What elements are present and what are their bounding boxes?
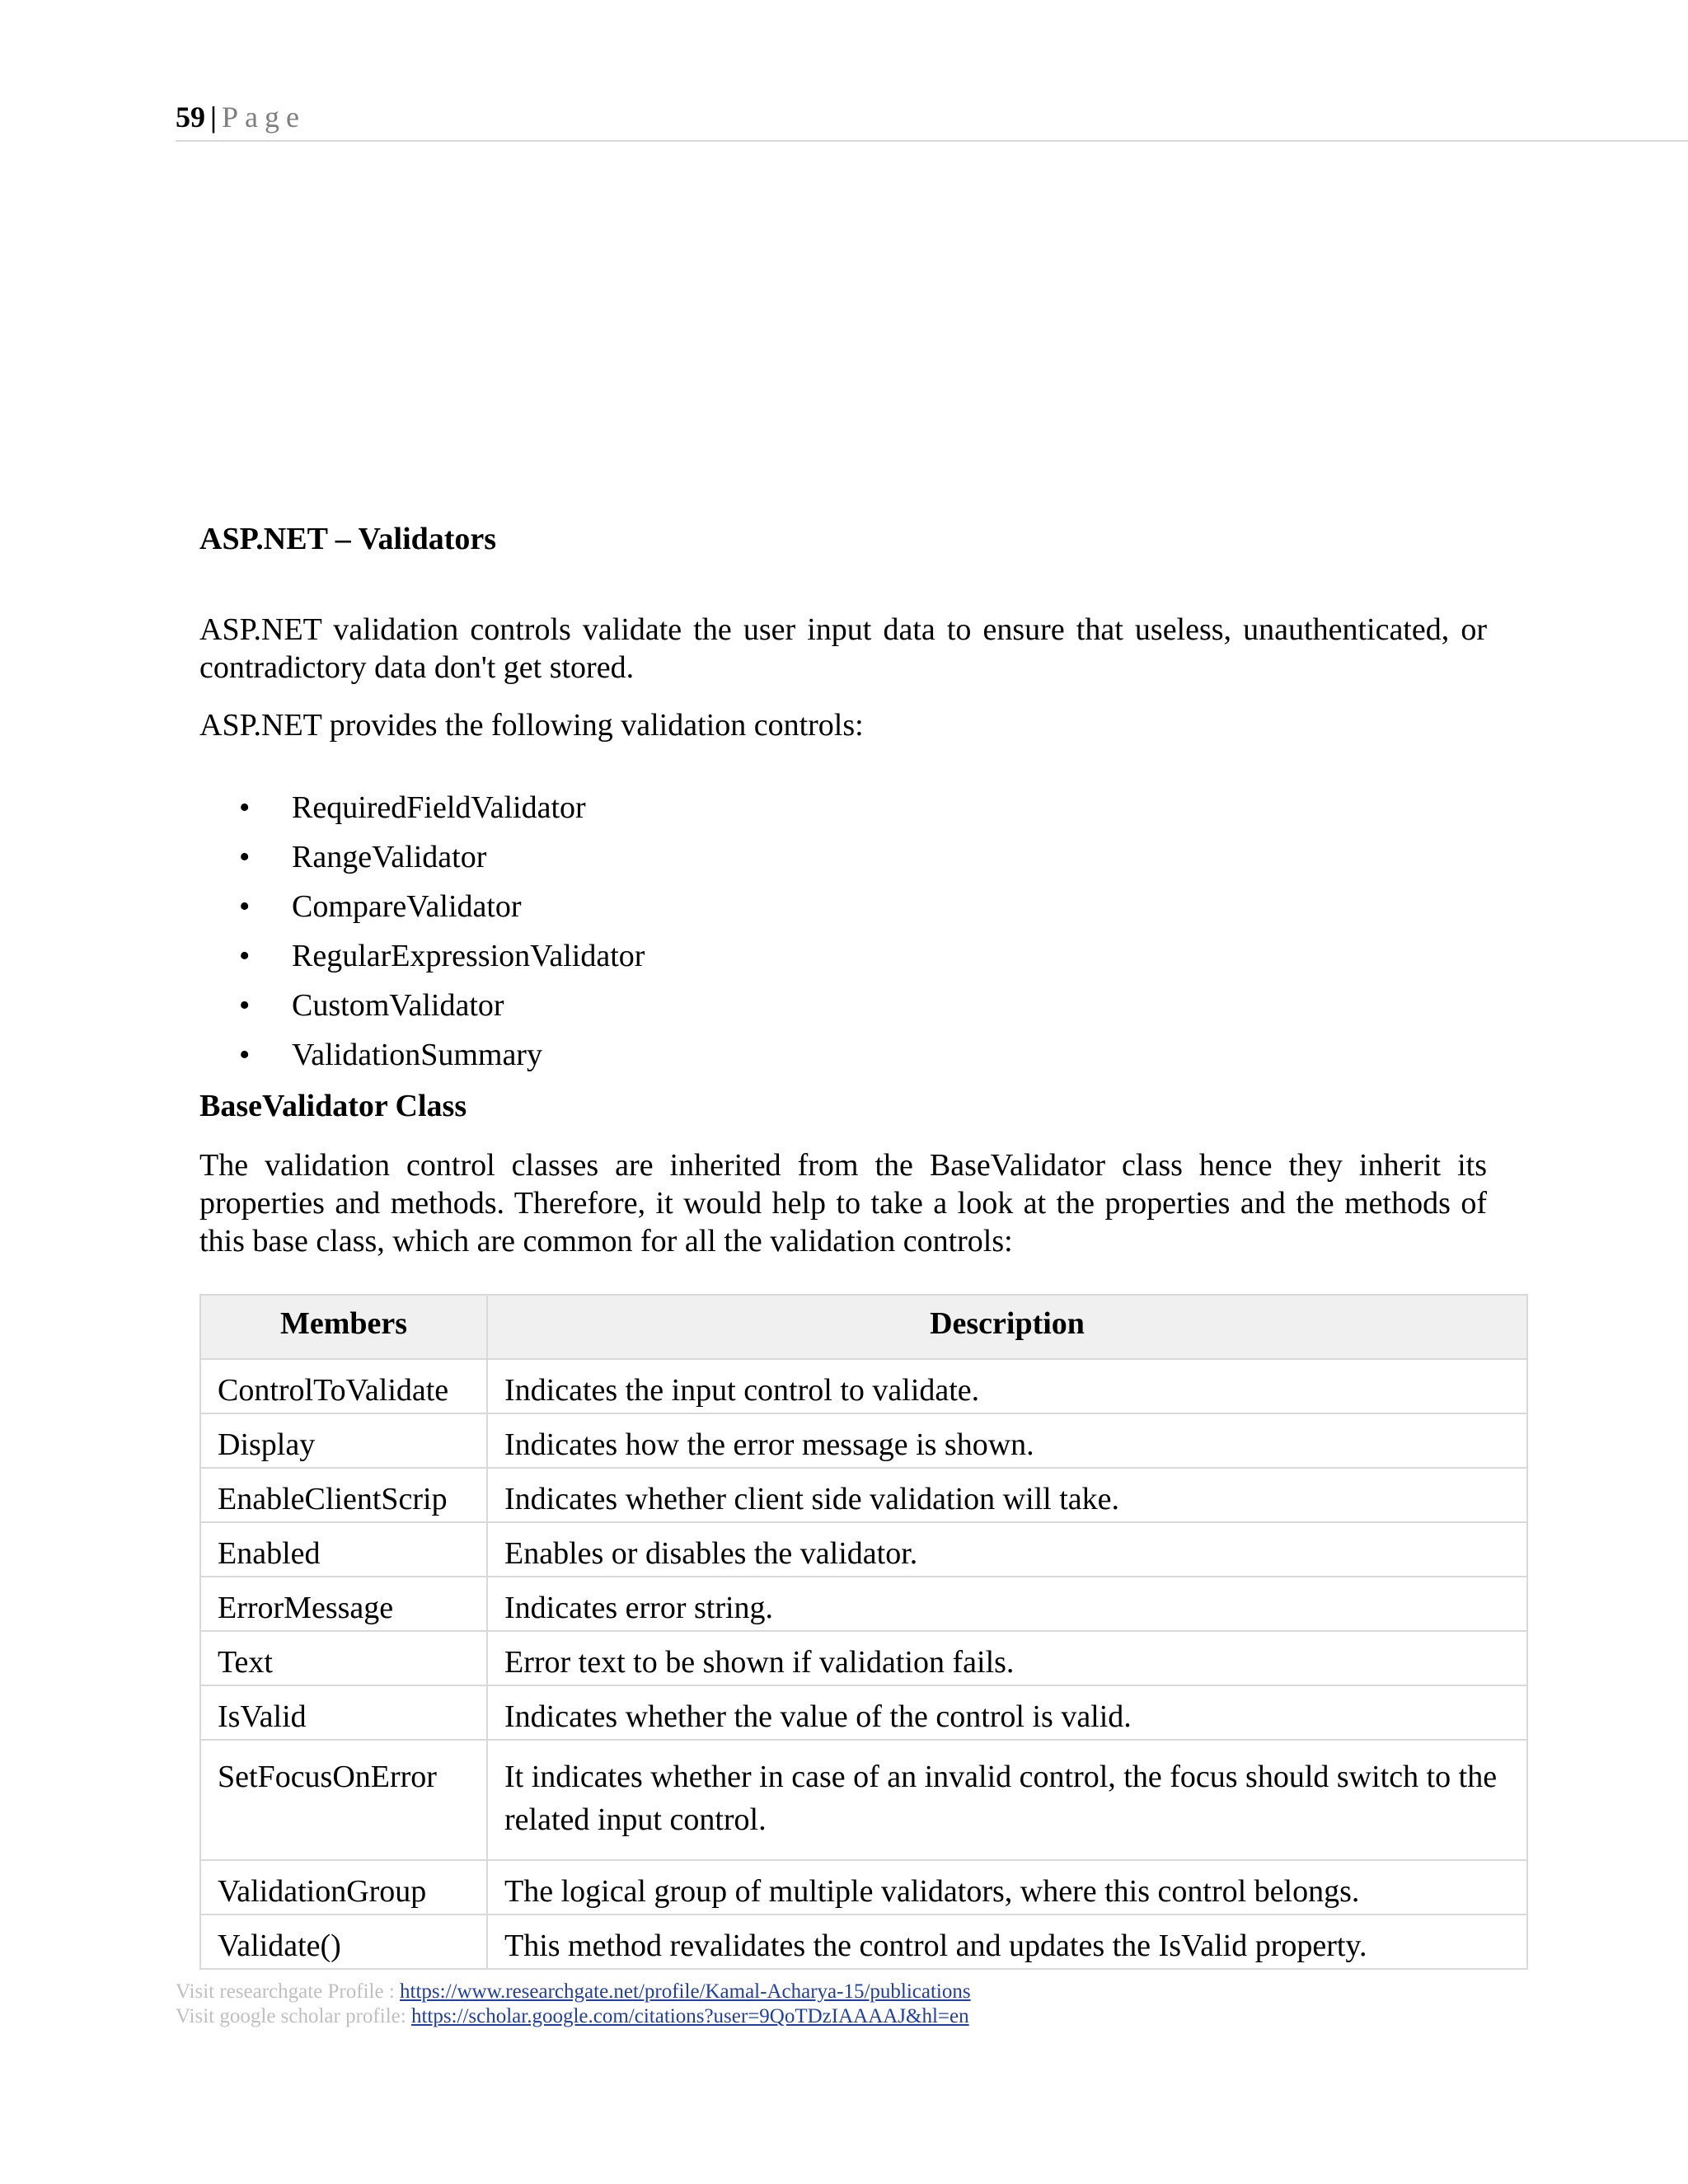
list-item: • RangeValidator	[199, 832, 645, 882]
member-cell: Validate()	[200, 1915, 487, 1969]
scholar-line	[176, 2004, 971, 2029]
table-row	[200, 1577, 1527, 1631]
base-paragraph: The validation control classes are inherited from the BaseValidator class hence they inherit its properties and methods. Therefore, it would help to take a look at the properties and the methods of this base class, which are common for all the validation controls:	[199, 1148, 1487, 1258]
description-cell: Error text to be shown if validation fails.	[487, 1631, 1527, 1685]
description-cell: Indicates whether client side validation will take.	[487, 1468, 1527, 1522]
researchgate-link[interactable]: https://www.researchgate.net/profile/Kamal-Acharya-15/publications	[400, 1980, 971, 2003]
table-row	[200, 1359, 1527, 1413]
section-title: ASP.NET – Validators	[199, 522, 497, 556]
subheading: BaseValidator Class	[199, 1089, 467, 1123]
description-cell: Indicates the input control to validate.	[487, 1359, 1527, 1413]
members-table	[199, 1294, 1528, 1970]
member-cell: ControlToValidate	[200, 1359, 487, 1413]
page-number: 59	[176, 101, 205, 134]
list-item: • CustomValidator	[199, 981, 645, 1030]
description-cell: The logical group of multiple validators, where this control belongs.	[487, 1860, 1527, 1915]
scholar-label: Visit google scholar profile:	[176, 2005, 411, 2027]
table-row	[200, 1631, 1527, 1685]
table-row	[200, 1860, 1527, 1915]
member-cell: IsValid	[200, 1685, 487, 1740]
page-footer	[176, 1980, 971, 2029]
description-cell: Indicates error string.	[487, 1577, 1527, 1631]
table-row	[200, 1740, 1527, 1860]
table-row	[200, 1468, 1527, 1522]
page-header	[176, 97, 1688, 142]
intro-paragraph: ASP.NET validation controls validate the user input data to ensure that useless, unauthenticated, or contradictory data don't get stored.	[199, 612, 1487, 685]
table-row	[200, 1685, 1527, 1740]
page-separator: |	[210, 101, 217, 134]
member-cell: ErrorMessage	[200, 1577, 487, 1631]
table-row	[200, 1915, 1527, 1969]
member-cell: Display	[200, 1413, 487, 1468]
member-cell: SetFocusOnError	[200, 1740, 487, 1860]
description-cell: Enables or disables the validator.	[487, 1522, 1527, 1577]
list-item: • RequiredFieldValidator	[199, 783, 645, 832]
list-item: • ValidationSummary	[199, 1030, 645, 1080]
list-item: • RegularExpressionValidator	[199, 931, 645, 981]
description-cell: It indicates whether in case of an invalid control, the focus should switch to the related input control.	[487, 1740, 1527, 1860]
table-row	[200, 1413, 1527, 1468]
validator-list	[199, 783, 645, 1080]
member-cell: Enabled	[200, 1522, 487, 1577]
researchgate-label: Visit researchgate Profile :	[176, 1980, 401, 2003]
list-intro: ASP.NET provides the following validation controls:	[199, 708, 864, 743]
column-header-members: Members	[200, 1295, 487, 1359]
description-cell: Indicates whether the value of the control is valid.	[487, 1685, 1527, 1740]
column-header-description: Description	[487, 1295, 1527, 1359]
member-cell: Text	[200, 1631, 487, 1685]
researchgate-line	[176, 1980, 971, 2004]
table-header-row	[200, 1295, 1527, 1359]
scholar-link[interactable]: https://scholar.google.com/citations?user=9QoTDzIAAAAJ&hl=en	[410, 2005, 969, 2027]
member-cell: ValidationGroup	[200, 1860, 487, 1915]
description-cell: This method revalidates the control and updates the IsValid property.	[487, 1915, 1527, 1969]
list-item: • CompareValidator	[199, 882, 645, 931]
description-cell: Indicates how the error message is shown.	[487, 1413, 1527, 1468]
page-word: Page	[221, 101, 306, 134]
table-row	[200, 1522, 1527, 1577]
member-cell: EnableClientScrip	[200, 1468, 487, 1522]
